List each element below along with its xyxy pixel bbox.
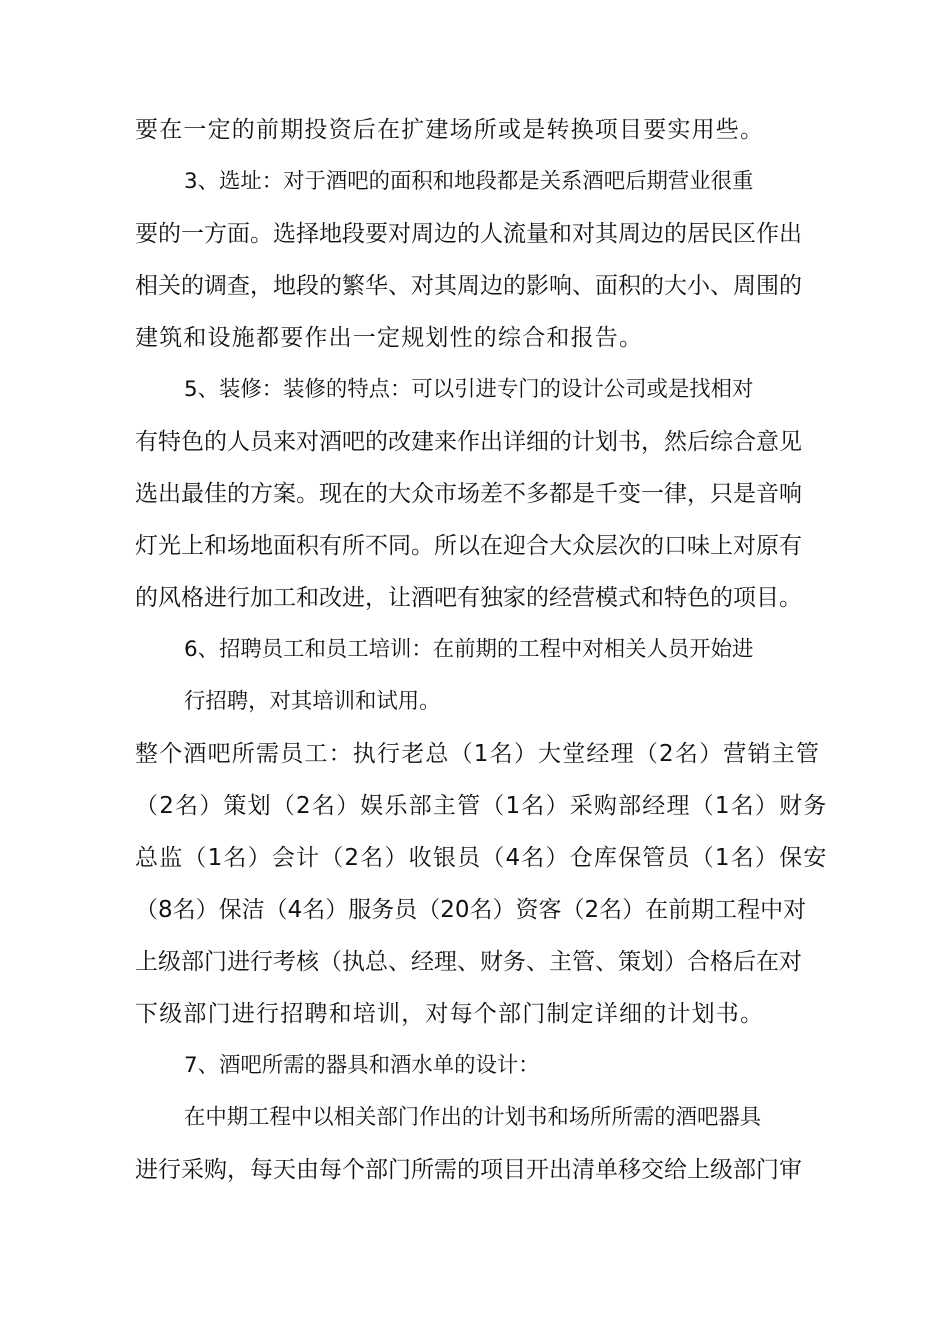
text-line: （2名）策划（2名）娱乐部主管（1名）采购部经理（1名）财务 (135, 793, 828, 819)
text-line: 整个酒吧所需员工：执行老总（1名）大堂经理（2名）营销主管 (135, 741, 821, 767)
text-line: 上级部门进行考核（执总、经理、财务、主管、策划）合格后在对 (135, 949, 802, 975)
text-line: 在中期工程中以相关部门作出的计划书和场所所需的酒吧器具 (184, 1105, 762, 1130)
section-heading-site: 3、选址：对于酒吧的面积和地段都是关系酒吧后期营业很重 (184, 169, 754, 194)
text-line: 有特色的人员来对酒吧的改建来作出详细的计划书，然后综合意见 (135, 429, 802, 455)
text-line: 相关的调查，地段的繁华、对其周边的影响、面积的大小、周围的 (135, 273, 802, 299)
section-heading-recruitment: 6、招聘员工和员工培训：在前期的工程中对相关人员开始进 (184, 637, 754, 662)
text-line: 行招聘，对其培训和试用。 (184, 689, 441, 714)
text-line: 下级部门进行招聘和培训，对每个部门制定详细的计划书。 (135, 1001, 765, 1027)
text-line: 建筑和设施都要作出一定规划性的综合和报告。 (135, 325, 644, 351)
text-line: 的风格进行加工和改进，让酒吧有独家的经营模式和特色的项目。 (135, 585, 802, 611)
text-line: 总监（1名）会计（2名）收银员（4名）仓库保管员（1名）保安 (135, 845, 828, 871)
text-line: 灯光上和场地面积有所不同。所以在迎合大众层次的口味上对原有 (135, 533, 802, 559)
text-line: 要在一定的前期投资后在扩建场所或是转换项目要实用些。 (135, 117, 765, 143)
text-line: 要的一方面。选择地段要对周边的人流量和对其周边的居民区作出 (135, 221, 802, 247)
section-heading-equipment: 7、酒吧所需的器具和酒水单的设计： (184, 1053, 540, 1078)
text-line: （8名）保洁（4名）服务员（20名）资客（2名）在前期工程中对 (135, 897, 807, 923)
section-heading-decoration: 5、装修：装修的特点：可以引进专门的设计公司或是找相对 (184, 377, 754, 402)
text-line: 进行采购，每天由每个部门所需的项目开出清单移交给上级部门审 (135, 1157, 802, 1183)
text-line: 选出最佳的方案。现在的大众市场差不多都是千变一律，只是音响 (135, 481, 802, 507)
